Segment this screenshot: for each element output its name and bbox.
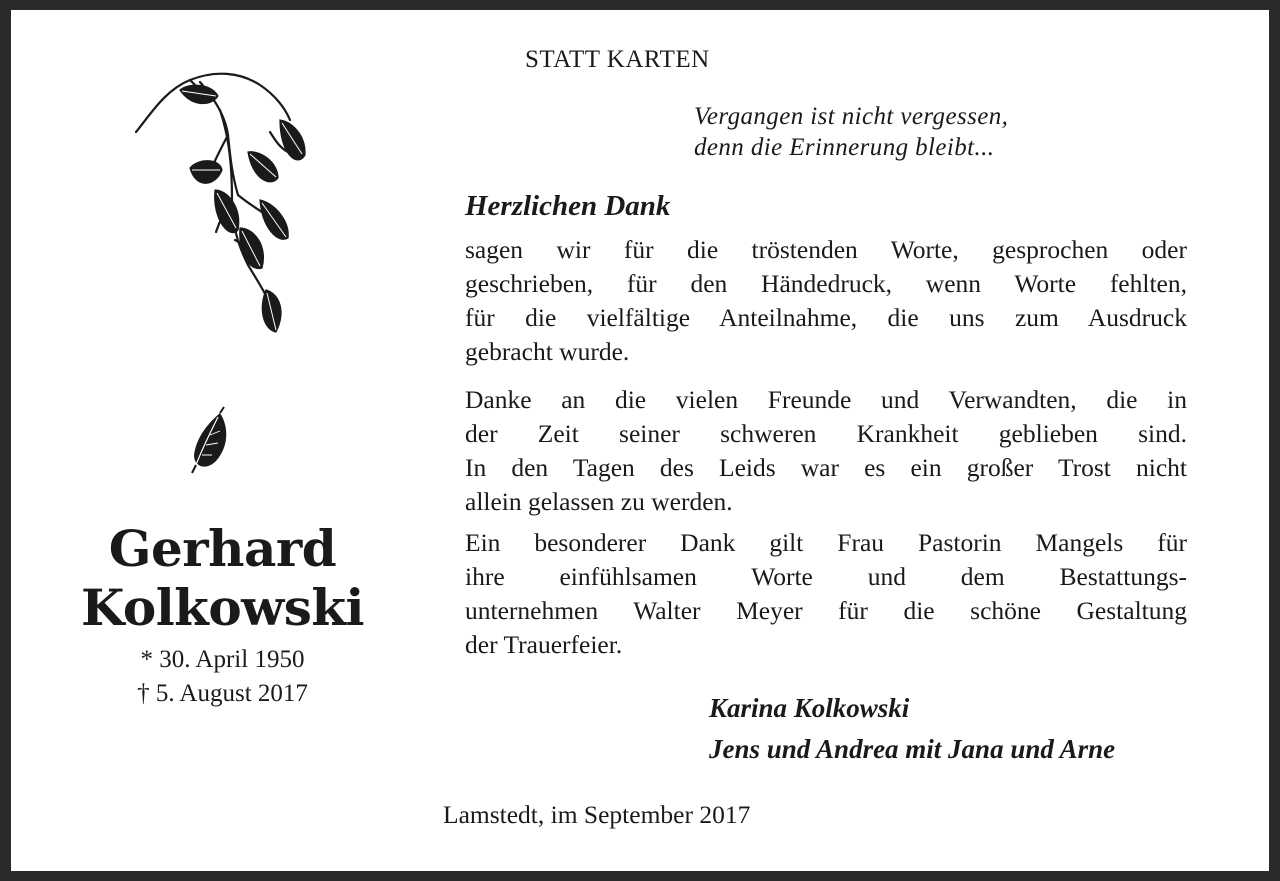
birch-branch-icon [120, 60, 320, 340]
paragraph-line: Ein besonderer Dank gilt Frau Pastorin Mangels für [465, 528, 1187, 557]
paragraph-line: allein gelassen zu werden. [465, 487, 733, 516]
paragraph-line: geschrieben, für den Händedruck, wenn Worte fehlten, [465, 269, 1187, 298]
deceased-first-name: Gerhard [108, 519, 337, 578]
paragraph-line: ihre einfühlsamen Worte und dem Bestattungs- [465, 562, 1187, 591]
paragraph-line: In den Tagen des Leids war es ein großer Trost nicht [465, 453, 1187, 482]
memorial-quote [694, 101, 1008, 163]
paragraph-line: sagen wir für die tröstenden Worte, gesprochen oder [465, 235, 1187, 264]
deceased-last-name: Kolkowski [80, 578, 365, 637]
place-and-date: Lamstedt, im September 2017 [443, 800, 751, 829]
paragraph-line: gebracht wurde. [465, 337, 630, 366]
signature-line: Karina Kolkowski [709, 693, 910, 723]
thanks-paragraph-3 [465, 526, 1187, 662]
notice-header: STATT KARTEN [525, 46, 710, 73]
paragraph-line: unternehmen Walter Meyer für die schöne Gestaltung [465, 596, 1187, 625]
thanks-heading: Herzlichen Dank [465, 190, 671, 222]
death-date: † 5. August 2017 [137, 680, 308, 707]
paragraph-line: für die vielfältige Anteilnahme, die uns zum Ausdruck [465, 303, 1187, 332]
thanks-paragraph-1 [465, 233, 1187, 369]
thanks-paragraph-2 [465, 383, 1187, 519]
quote-line: denn die Erinnerung bleibt... [694, 134, 995, 161]
birth-date: * 30. April 1950 [140, 646, 305, 673]
falling-leaf-icon [180, 405, 240, 485]
quote-line: Vergangen ist nicht vergessen, [694, 103, 1009, 130]
paragraph-line: der Zeit seiner schweren Krankheit geblieben sind. [465, 419, 1187, 448]
paragraph-line: der Trauerfeier. [465, 630, 623, 659]
paragraph-line: Danke an die vielen Freunde und Verwandten, die in [465, 385, 1187, 414]
signature-line: Jens und Andrea mit Jana und Arne [709, 734, 1116, 764]
